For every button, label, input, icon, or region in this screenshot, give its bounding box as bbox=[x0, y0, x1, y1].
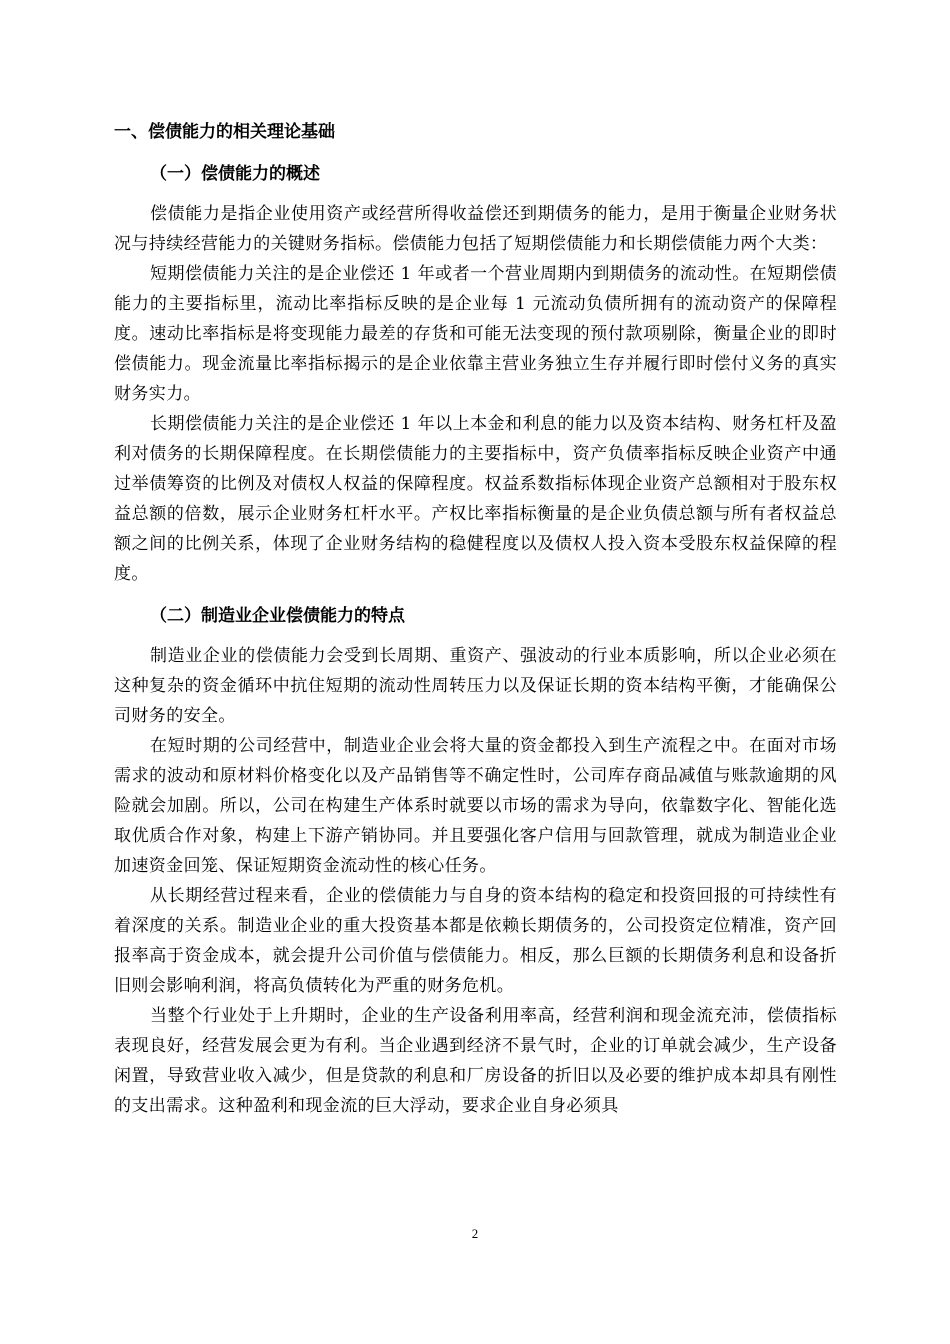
section-heading-overview: （一）偿债能力的概述 bbox=[150, 164, 320, 184]
paragraph: 当整个行业处于上升期时，企业的生产设备利用率高，经营利润和现金流充沛，偿债指标表现良好，经营发展会更为有利。当企业遇到经济不景气时，企业的订单就会减少，生产设备闲置，导致营业收入减少，但是贷款的利息和厂房设备的折旧以及必要的维护成本却具有刚性的支出需求。这种盈利和现金流的巨大浮动，要求企业自身必须具 bbox=[114, 1006, 837, 1116]
document-body bbox=[114, 115, 837, 1121]
paragraph: 偿债能力是指企业使用资产或经营所得收益偿还到期债务的能力，是用于衡量企业财务状况与持续经营能力的关键财务指标。偿债能力包括了短期偿债能力和长期偿债能力两个大类： bbox=[114, 204, 837, 254]
paragraph: 在短时期的公司经营中，制造业企业会将大量的资金都投入到生产流程之中。在面对市场需求的波动和原材料价格变化以及产品销售等不确定性时，公司库存商品减值与账款逾期的风险就会加剧。所以，公司在构建生产体系时就要以市场的需求为导向，依靠数字化、智能化选取优质合作对象，构建上下游产销协同。并且要强化客户信用与回款管理，就成为制造业企业加速资金回笼、保证短期资金流动性的核心任务。 bbox=[114, 736, 837, 876]
page-number: 2 bbox=[471, 1226, 479, 1241]
section-heading-characteristics: （二）制造业企业偿债能力的特点 bbox=[150, 606, 405, 626]
paragraph: 从长期经营过程来看，企业的偿债能力与自身的资本结构的稳定和投资回报的可持续性有着深度的关系。制造业企业的重大投资基本都是依赖长期债务的，公司投资定位精准，资产回报率高于资金成本，就会提升公司价值与偿债能力。相反，那么巨额的长期债务利息和设备折旧则会影响利润，将高负债转化为严重的财务危机。 bbox=[114, 886, 837, 996]
paragraph: 长期偿债能力关注的是企业偿还 1 年以上本金和利息的能力以及资本结构、财务杠杆及盈利对债务的长期保障程度。在长期偿债能力的主要指标中，资产负债率指标反映企业资产中通过举债筹资的比例及对债权人权益的保障程度。权益系数指标体现企业资产总额相对于股东权益总额的倍数，展示企业财务杠杆水平。产权比率指标衡量的是企业负债总额与所有者权益总额之间的比例关系，体现了企业财务结构的稳健程度以及债权人投入资本受股东权益保障的程度。 bbox=[114, 414, 837, 584]
paragraph: 短期偿债能力关注的是企业偿还 1 年或者一个营业周期内到期债务的流动性。在短期偿债能力的主要指标里，流动比率指标反映的是企业每 1 元流动负债所拥有的流动资产的保障程度。速动比率指标是将变现能力最差的存货和可能无法变现的预付款项剔除，衡量企业的即时偿债能力。现金流量比率指标揭示的是企业依靠主营业务独立生存并履行即时偿付义务的真实财务实力。 bbox=[114, 264, 837, 404]
paragraph: 制造业企业的偿债能力会受到长周期、重资产、强波动的行业本质影响，所以企业必须在这种复杂的资金循环中抗住短期的流动性周转压力以及保证长期的资本结构平衡，才能确保公司财务的安全。 bbox=[114, 646, 837, 726]
chapter-heading: 一、偿债能力的相关理论基础 bbox=[114, 122, 335, 142]
